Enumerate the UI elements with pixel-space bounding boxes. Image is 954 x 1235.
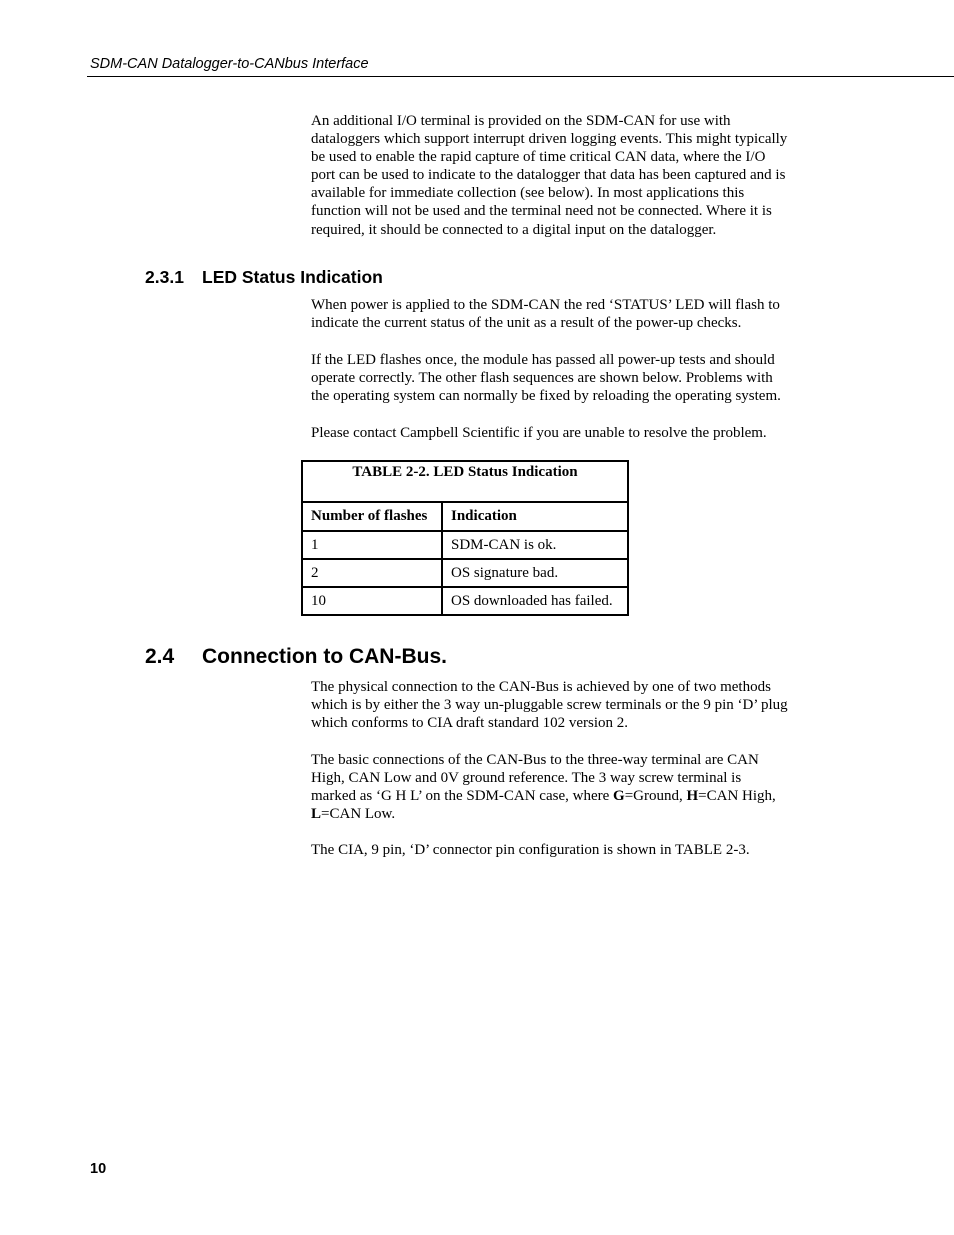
canbus-paragraph-3 <box>311 841 821 859</box>
column-header: Indication <box>442 502 628 531</box>
section-heading-2-3-1 <box>145 266 383 288</box>
text-line: The basic connections of the CAN-Bus to the three-way terminal are CAN <box>311 752 759 768</box>
table-header-row <box>302 502 628 531</box>
section-heading-2-4 <box>145 644 447 670</box>
header-rule <box>87 76 954 77</box>
led-paragraph-3 <box>311 424 821 442</box>
led-status-table <box>301 460 629 616</box>
text-line <box>311 805 821 823</box>
canbus-paragraph-1 <box>311 678 821 732</box>
text-line: An additional I/O terminal is provided on the SDM-CAN for use with <box>311 113 731 129</box>
section-number: 2.4 <box>145 645 175 668</box>
section-title: LED Status Indication <box>202 267 383 287</box>
table-row <box>302 587 628 615</box>
table-cell: OS downloaded has failed. <box>442 587 628 615</box>
text-line: which conforms to CIA draft standard 102 version 2. <box>311 715 629 732</box>
section-number: 2.3.1 <box>145 267 184 287</box>
table-cell: SDM-CAN is ok. <box>442 531 628 559</box>
intro-paragraph <box>311 112 821 239</box>
text-line: required, it should be connected to a digital input on the datalogger. <box>311 221 717 238</box>
text-line: the operating system can normally be fixed by reloading the operating system. <box>311 388 781 405</box>
text-line: function will not be used and the terminal need not be connected. Where it is <box>311 203 772 220</box>
text-line: port can be used to indicate to the datalogger that data has been captured and is <box>311 167 786 184</box>
running-header: SDM-CAN Datalogger-to-CANbus Interface <box>90 56 369 72</box>
text-line: available for immediate collection (see below). In most applications this <box>311 185 745 202</box>
bold-letter-h: H <box>686 788 699 805</box>
table-cell: 10 <box>302 587 442 615</box>
text-line: When power is applied to the SDM-CAN the red ‘STATUS’ LED will flash to <box>311 297 780 313</box>
text-line: dataloggers which support interrupt driven logging events. This might typically <box>311 131 788 148</box>
text-span: marked as ‘G H L’ on the SDM-CAN case, where <box>311 788 614 805</box>
table-caption: TABLE 2-2. LED Status Indication <box>302 461 628 502</box>
led-paragraph-2 <box>311 351 821 405</box>
text-line: High, CAN Low and 0V ground reference. The 3 way screw terminal is <box>311 770 742 787</box>
text-line: Please contact Campbell Scientific if you are unable to resolve the problem. <box>311 425 767 441</box>
text-line: The CIA, 9 pin, ‘D’ connector pin configuration is shown in TABLE 2-3. <box>311 842 750 858</box>
column-header: Number of flashes <box>302 502 442 531</box>
table-cell: OS signature bad. <box>442 559 628 587</box>
text-line: be used to enable the rapid capture of time critical CAN data, where the I/O <box>311 149 766 166</box>
text-span: =CAN Low. <box>321 806 396 823</box>
text-line: operate correctly. The other flash sequences are shown below. Problems with <box>311 370 773 387</box>
table-cell: 1 <box>302 531 442 559</box>
text-line: which is by either the 3 way un-pluggable screw terminals or the 9 pin ‘D’ plug <box>311 697 788 714</box>
led-paragraph-1 <box>311 296 821 332</box>
text-line: If the LED flashes once, the module has passed all power-up tests and should <box>311 352 775 368</box>
text-span: =CAN High, <box>698 788 776 805</box>
bold-letter-g: G <box>613 788 625 805</box>
page-number: 10 <box>90 1161 107 1177</box>
text-line: The physical connection to the CAN-Bus is achieved by one of two methods <box>311 679 771 695</box>
text-line <box>311 787 821 805</box>
table-cell: 2 <box>302 559 442 587</box>
table-row <box>302 559 628 587</box>
text-span: =Ground, <box>624 788 687 805</box>
text-line: indicate the current status of the unit as a result of the power-up checks. <box>311 315 742 332</box>
table-row <box>302 531 628 559</box>
section-title: Connection to CAN-Bus. <box>202 645 447 668</box>
bold-letter-l: L <box>311 806 322 823</box>
canbus-paragraph-2 <box>311 751 821 823</box>
